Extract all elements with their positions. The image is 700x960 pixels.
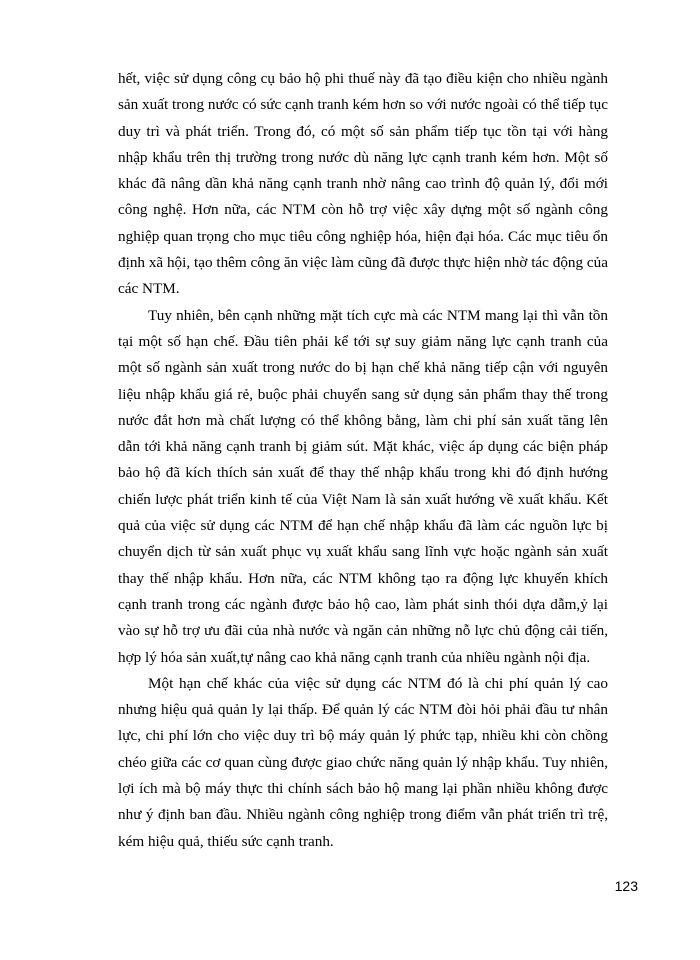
paragraph-limitations: Tuy nhiên, bên cạnh những mặt tích cực mà các NTM mang lại thì vẫn tồn tại một số hạn chế. Đầu tiên phải kể tới sự suy giảm năng lực cạnh tranh của một số ngành sản xuất trong nước do bị hạn chế khả năng tiếp cận với nguyên liệu nhập khẩu giá rẻ, buộc phải chuyển sang sử dụng sản phẩm thay thế trong nước đắt hơn mà chất lượng có thể không bằng, làm chi phí sản xuất tăng lên dẫn tới khả năng cạnh tranh bị giảm sút. Mặt khác, việc áp dụng các biện pháp bảo hộ đã kích thích sản xuất để thay thế nhập khẩu trong khi đó định hướng chiến lược phát triển kinh tế của Việt Nam là sản xuất hướng về xuất khẩu. Kết quả của việc sử dụng các NTM để hạn chế nhập khẩu đã làm các nguồn lực bị chuyển dịch từ sản xuất phục vụ xuất khẩu sang lĩnh vực hoặc ngành sản xuất thay thế nhập khẩu. Hơn nữa, các NTM không tạo ra động lực khuyến khích cạnh tranh trong các ngành được bảo hộ cao, làm phát sinh thói dựa dẫm,ỷ lại vào sự hỗ trợ ưu đãi của nhà nước và ngăn cản những nỗ lực chủ động cải tiến, hợp lý hóa sản xuất,tự nâng cao khả năng cạnh tranh của nhiều ngành nội địa. [118, 306, 608, 666]
paragraph-continuation: hết, việc sử dụng công cụ bảo hộ phi thuế này đã tạo điều kiện cho nhiều ngành sản xuất trong nước có sức cạnh tranh kém hơn so với nước ngoài có thể tiếp tục duy trì và phát triển. Trong đó, có một số sản phẩm tiếp tục tồn tại với hàng nhập khẩu trên thị trường trong nước dù năng lực cạnh tranh kém hơn. Một số khác đã nâng dần khả năng cạnh tranh nhờ nâng cao trình độ quản lý, đổi mới công nghệ. Hơn nữa, các NTM còn hỗ trợ việc xây dựng một số ngành công nghiệp quan trọng cho mục tiêu công nghiệp hóa, hiện đại hóa. Các mục tiêu ổn định xã hội, tạo thêm công ăn việc làm cũng đã được thực hiện nhờ tác động của các NTM. [118, 70, 608, 298]
paragraph-management-cost: Một hạn chế khác của việc sử dụng các NTM đó là chi phí quản lý cao nhưng hiệu quả quản ly lại thấp. Để quản lý các NTM đòi hỏi phải đầu tư nhân lực, chi phí lớn cho việc duy trì bộ máy quản lý phức tạp, nhiều khi còn chồng chéo giữa các cơ quan cùng được giao chức năng quản lý nhập khẩu. Tuy nhiên, lợi ích mà bộ máy thực thi chính sách bảo hộ mang lại phần nhiều không được như ý định ban đầu. Nhiều ngành công nghiệp trong điểm vẫn phát triển trì trệ, kém hiệu quả, thiếu sức cạnh tranh. [118, 674, 608, 850]
page-number: 123 [614, 878, 638, 894]
body-text [118, 66, 608, 855]
